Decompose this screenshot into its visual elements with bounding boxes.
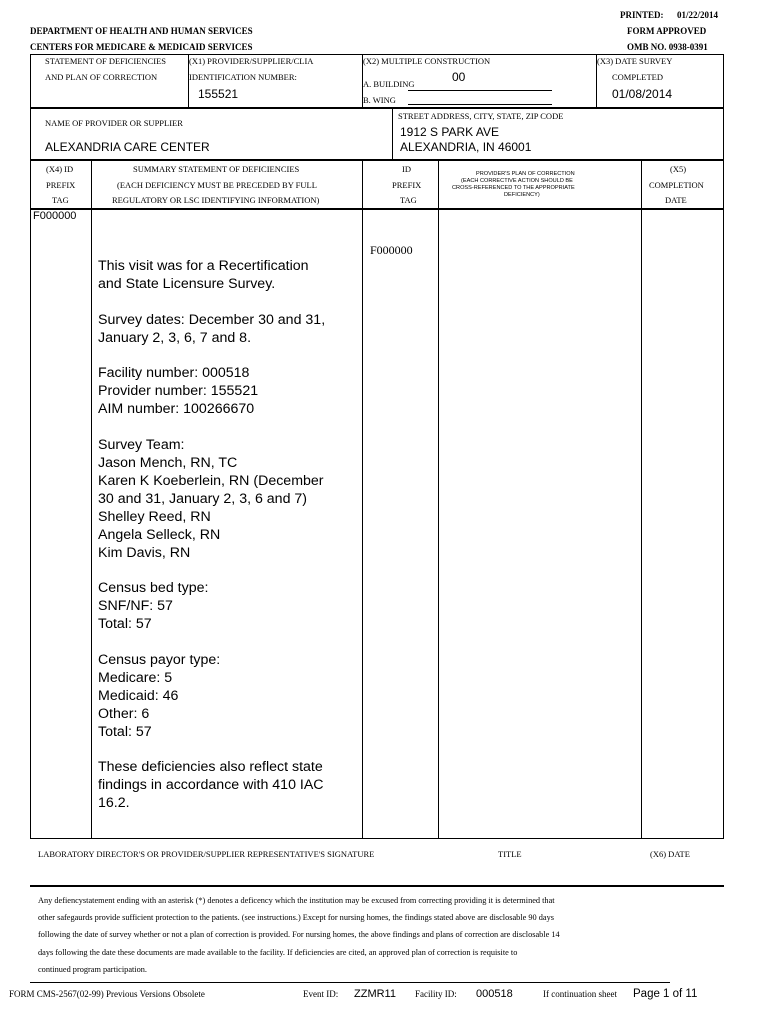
right-prefix-tag: F000000 [370,243,413,257]
x6-date-label: (X6) DATE [650,849,690,859]
summary-header-1: SUMMARY STATEMENT OF DEFICIENCIES [133,164,300,174]
plan-header-1: PROVIDER'S PLAN OF CORRECTION [476,171,575,177]
omb-number: OMB NO. 0938-0391 [627,42,708,52]
centers-title: CENTERS FOR MEDICARE & MEDICAID SERVICES [30,42,253,52]
x4-header-2: PREFIX [46,180,76,190]
x4-header-1: (X4) ID [46,164,74,174]
plan-header-3: CROSS-REFERENCED TO THE APPROPRIATE [452,185,575,191]
plan-header-4: DEFICIENCY) [504,192,540,198]
summary-header-3: REGULATORY OR LSC IDENTIFYING INFORMATION) [112,195,320,205]
x1-label-1: (X1) PROVIDER/SUPPLIER/CLIA [189,56,314,66]
x3-label-2: COMPLETED [612,72,663,82]
left-prefix-tag: F000000 [33,210,77,222]
plan-header-2: (EACH CORRECTIVE ACTION SHOULD BE [461,178,573,184]
x2-wing-label: B. WING [363,95,396,105]
x5-header-2: COMPLETION [649,180,704,190]
x1-label-2: IDENTIFICATION NUMBER: [189,72,297,82]
x2-building-value: 00 [452,70,466,84]
event-id-value: ZZMR11 [354,988,396,1000]
summary-statement-text: This visit was for a Recertification and State Licensure Survey. Survey dates: December 30 and 31, January 2, 3, 6, 7 and 8. Facility number: 000518 Provider number: 155521 AIM number: 100266670 Survey Team: Jason Mench, RN, TC Karen K Koeberlein, RN (December 30 and 31, January 2, 3, 6 and 7) Shelley Reed, RN Angela Selleck, RN Kim Davis, RN Census bed type: SNF/NF: 57 Total: 57 Census payor type: Medicare: 5 Medicaid: 46 Other: 6 Total: 57 These deficiencies also reflect state findings in accordance with 410 IAC 16.2. [98,258,326,812]
provider-name: ALEXANDRIA CARE CENTER [45,140,210,154]
id-header-3: TAG [400,195,417,205]
id-header-2: PREFIX [392,180,422,190]
disclaimer-text [38,892,628,978]
department-title: DEPARTMENT OF HEALTH AND HUMAN SERVICES [30,26,253,36]
x5-header-3: DATE [665,195,687,205]
printed-date: 01/22/2014 [677,10,719,20]
x3-label-1: (X3) DATE SURVEY [597,56,673,66]
disclaimer-line: Any defiencystatement ending with an asterisk (*) denotes a deficency which the institution may be excused from correcting providing it is determined that [38,896,555,905]
disclaimer-line: following the date of survey whether or not a plan of correction is provided. For nursing homes, the above findings and plans of correction are disclosable 14 [38,930,560,940]
address-line-1: 1912 S PARK AVE [400,125,499,139]
form-approved: FORM APPROVED [627,26,707,36]
statement-label-1: STATEMENT OF DEFICIENCIES [45,56,167,66]
event-id-label: Event ID: [303,989,339,999]
form-number: FORM CMS-2567(02-99) Previous Versions Obsolete [9,989,205,999]
provider-id-value: 155521 [198,87,239,101]
disclaimer-line: other safegaurds provide sufficient protection to the patients. (see instructions.) Except for nursing homes, the findings stated above are disclosable 90 days [38,913,554,923]
statement-label-2: AND PLAN OF CORRECTION [45,72,158,82]
printed-label: PRINTED: [620,10,664,20]
address-label: STREET ADDRESS, CITY, STATE, ZIP CODE [398,111,564,121]
x2-building-label: A. BUILDING [363,79,415,89]
id-header-1: ID [402,164,411,174]
title-label: TITLE [498,849,522,859]
facility-id-value: 000518 [476,988,513,1000]
page-number: Page 1 of 11 [633,988,698,1000]
x2-label: (X2) MULTIPLE CONSTRUCTION [363,56,491,66]
summary-header-2: (EACH DEFICIENCY MUST BE PRECEDED BY FULL [117,180,317,190]
x5-header-1: (X5) [670,164,687,174]
continuation-label: If continuation sheet [543,989,617,999]
survey-completed-date: 01/08/2014 [612,87,673,101]
x4-header-3: TAG [52,195,69,205]
facility-id-label: Facility ID: [415,989,457,999]
disclaimer-line: continued program participation. [38,964,147,974]
disclaimer-line: days following the date these documents are made available to the facility. If deficiencies are cited, an approved plan of correction is requisite to [38,947,518,957]
signature-label: LABORATORY DIRECTOR'S OR PROVIDER/SUPPLIER REPRESENTATIVE'S SIGNATURE [38,849,375,859]
address-line-2: ALEXANDRIA, IN 46001 [400,140,532,154]
provider-name-label: NAME OF PROVIDER OR SUPPLIER [45,118,183,128]
